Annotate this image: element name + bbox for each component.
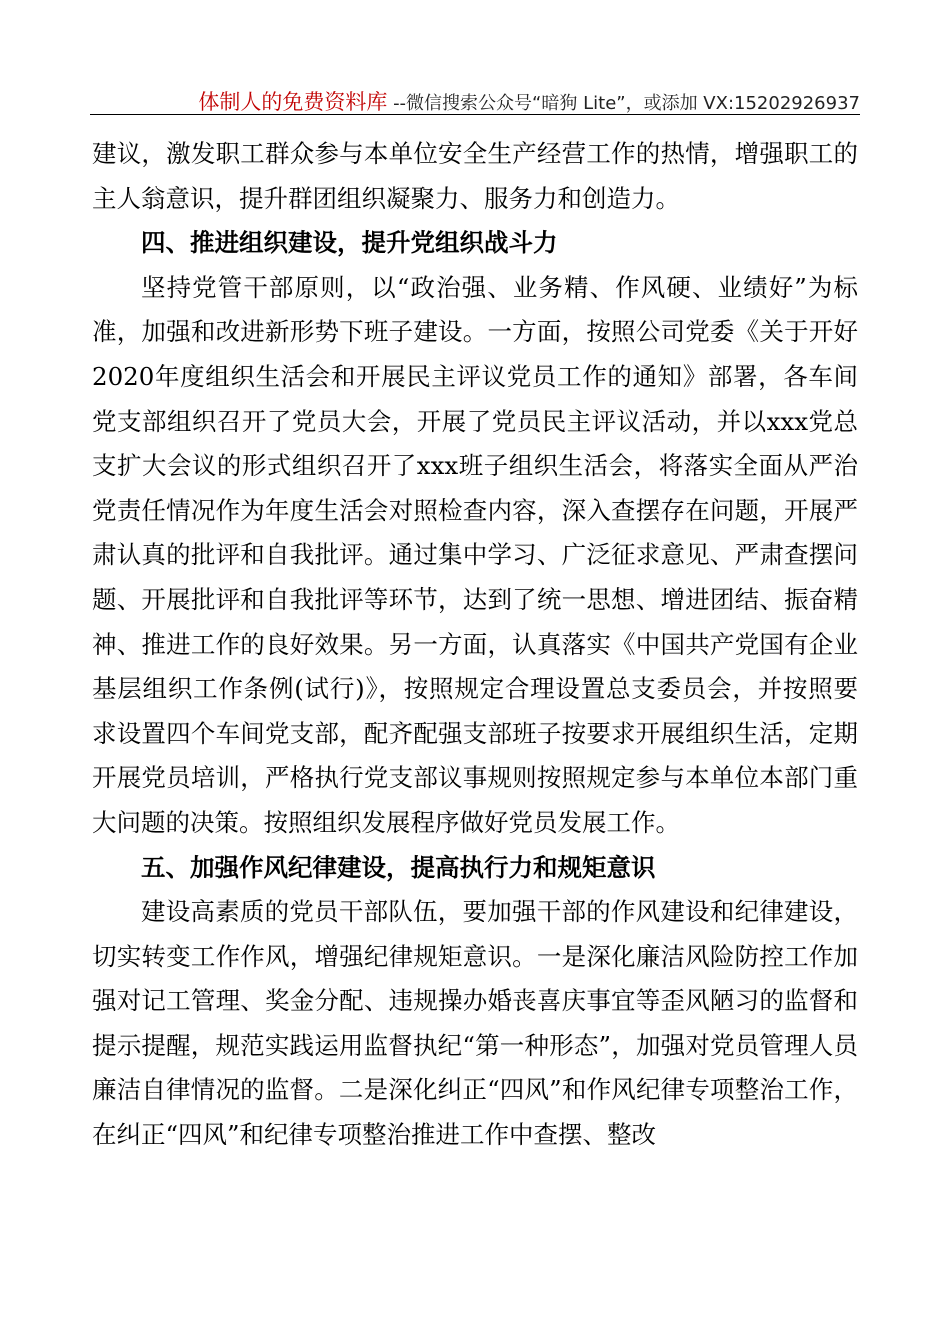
section-heading-5: 五、加强作风纪律建设，提高执行力和规矩意识 [141, 852, 656, 882]
header-contact: --微信搜索公众号“暗狗 Lite”，或添加 VX:15202926937 [387, 93, 860, 114]
header-brand: 体制人的免费资料库 [198, 90, 388, 114]
document-body [92, 132, 858, 1158]
paragraph-section-4: 坚持党管干部原则，以“政治强、业务精、作风硬、业绩好”为标准，加强和改进新形势下班子建设。一方面，按照公司党委《关于开好2020年度组织生活会和开展民主评议党员工作的通知》部署，各车间党支部组织召开了党员大会，开展了党员民主评议活动，并以xxx党总支扩大会议的形式组织召开了xxx班子组织生活会，将落实全面从严治党责任情况作为年度生活会对照检查内容，深入查摆存在问题，开展严肃认真的批评和自我批评。通过集中学习、广泛征求意见、严肃查摆问题、开展批评和自我批评等环节，达到了统一思想、增进团结、振奋精神、推进工作的良好效果。另一方面，认真落实《中国共产党国有企业基层组织工作条例(试行)》，按照规定合理设置总支委员会，并按照要求设置四个车间党支部，配齐配强支部班子按要求开展组织生活，定期开展党员培训，严格执行党支部议事规则按照规定参与本单位本部门重大问题的决策。按照组织发展程序做好党员发展工作。 [92, 272, 858, 837]
section-heading-4: 四、推进组织建设，提升党组织战斗力 [141, 228, 558, 258]
paragraph-section-5: 建设高素质的党员干部队伍，要加强干部的作风建设和纪律建设，切实转变工作作风，增强纪律规矩意识。一是深化廉洁风险防控工作加强对记工管理、奖金分配、违规操办婚丧喜庆事宜等歪风陋习的监督和提示提醒，规范实践运用监督执纪“第一种形态”，加强对党员管理人员廉洁自律情况的监督。二是深化纠正“四风”和作风纪律专项整治工作，在纠正“四风”和纪律专项整治推进工作中查摆、整改 [92, 897, 858, 1150]
header-divider [90, 114, 860, 115]
paragraph-intro: 建议，激发职工群众参与本单位安全生产经营工作的热情，增强职工的主人翁意识，提升群团组织凝聚力、服务力和创造力。 [92, 139, 858, 213]
page-header [90, 86, 860, 116]
